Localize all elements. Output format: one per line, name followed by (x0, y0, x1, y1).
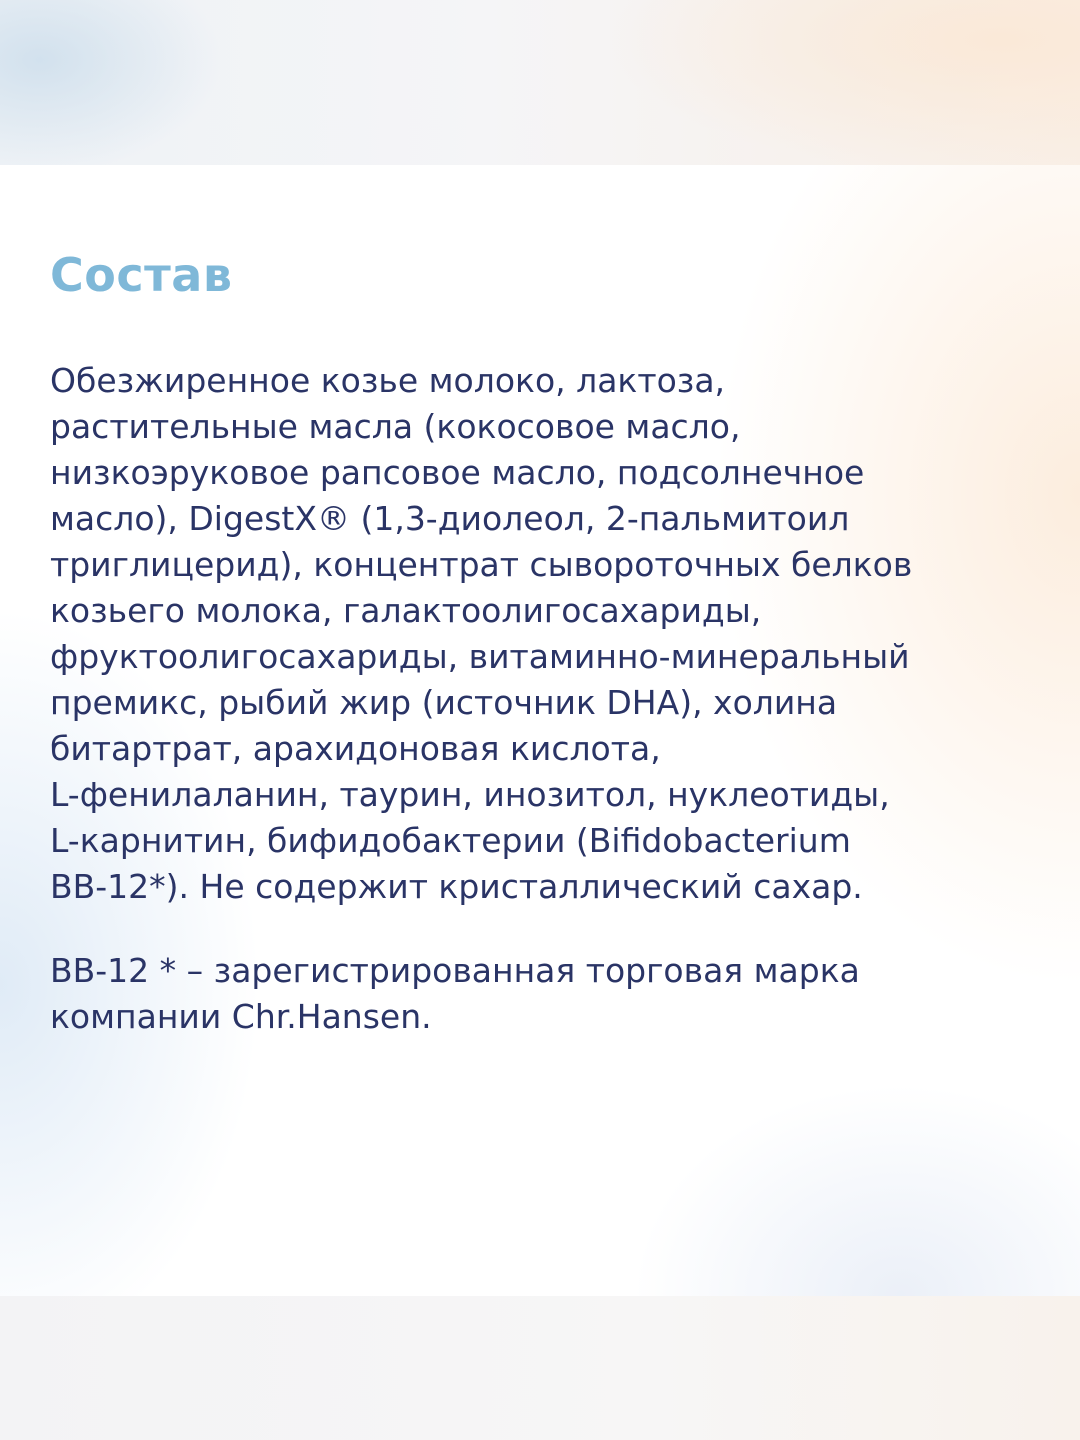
trademark-note: BB-12 * – зарегистрированная торговая марка компании Chr.Hansen. (50, 951, 860, 1036)
bottom-background-band (0, 1296, 1080, 1440)
top-background-band (0, 0, 1080, 165)
section-title: Состав (50, 248, 233, 302)
composition-text: Обезжиренное козье молоко, лактоза, растительные масла (кокосовое масло, низкоэруковое рапсовое масло, подсолнечное масло), DigestX® (1,3-диолеол, 2-пальмитоил триглицерид), концентрат сывороточных белков козьего молока, галактоолигосахариды, фруктоолигосахариды, витаминно-минеральный премикс, рыбий жир (источник DHA), холина битартрат, арахидоновая кислота, L-фенилаланин, таурин, инозитол, нуклеотиды, L-карнитин, бифидобактерии (Bifidobacterium BB-12*). Не содержит кристаллический сахар. (50, 361, 913, 906)
